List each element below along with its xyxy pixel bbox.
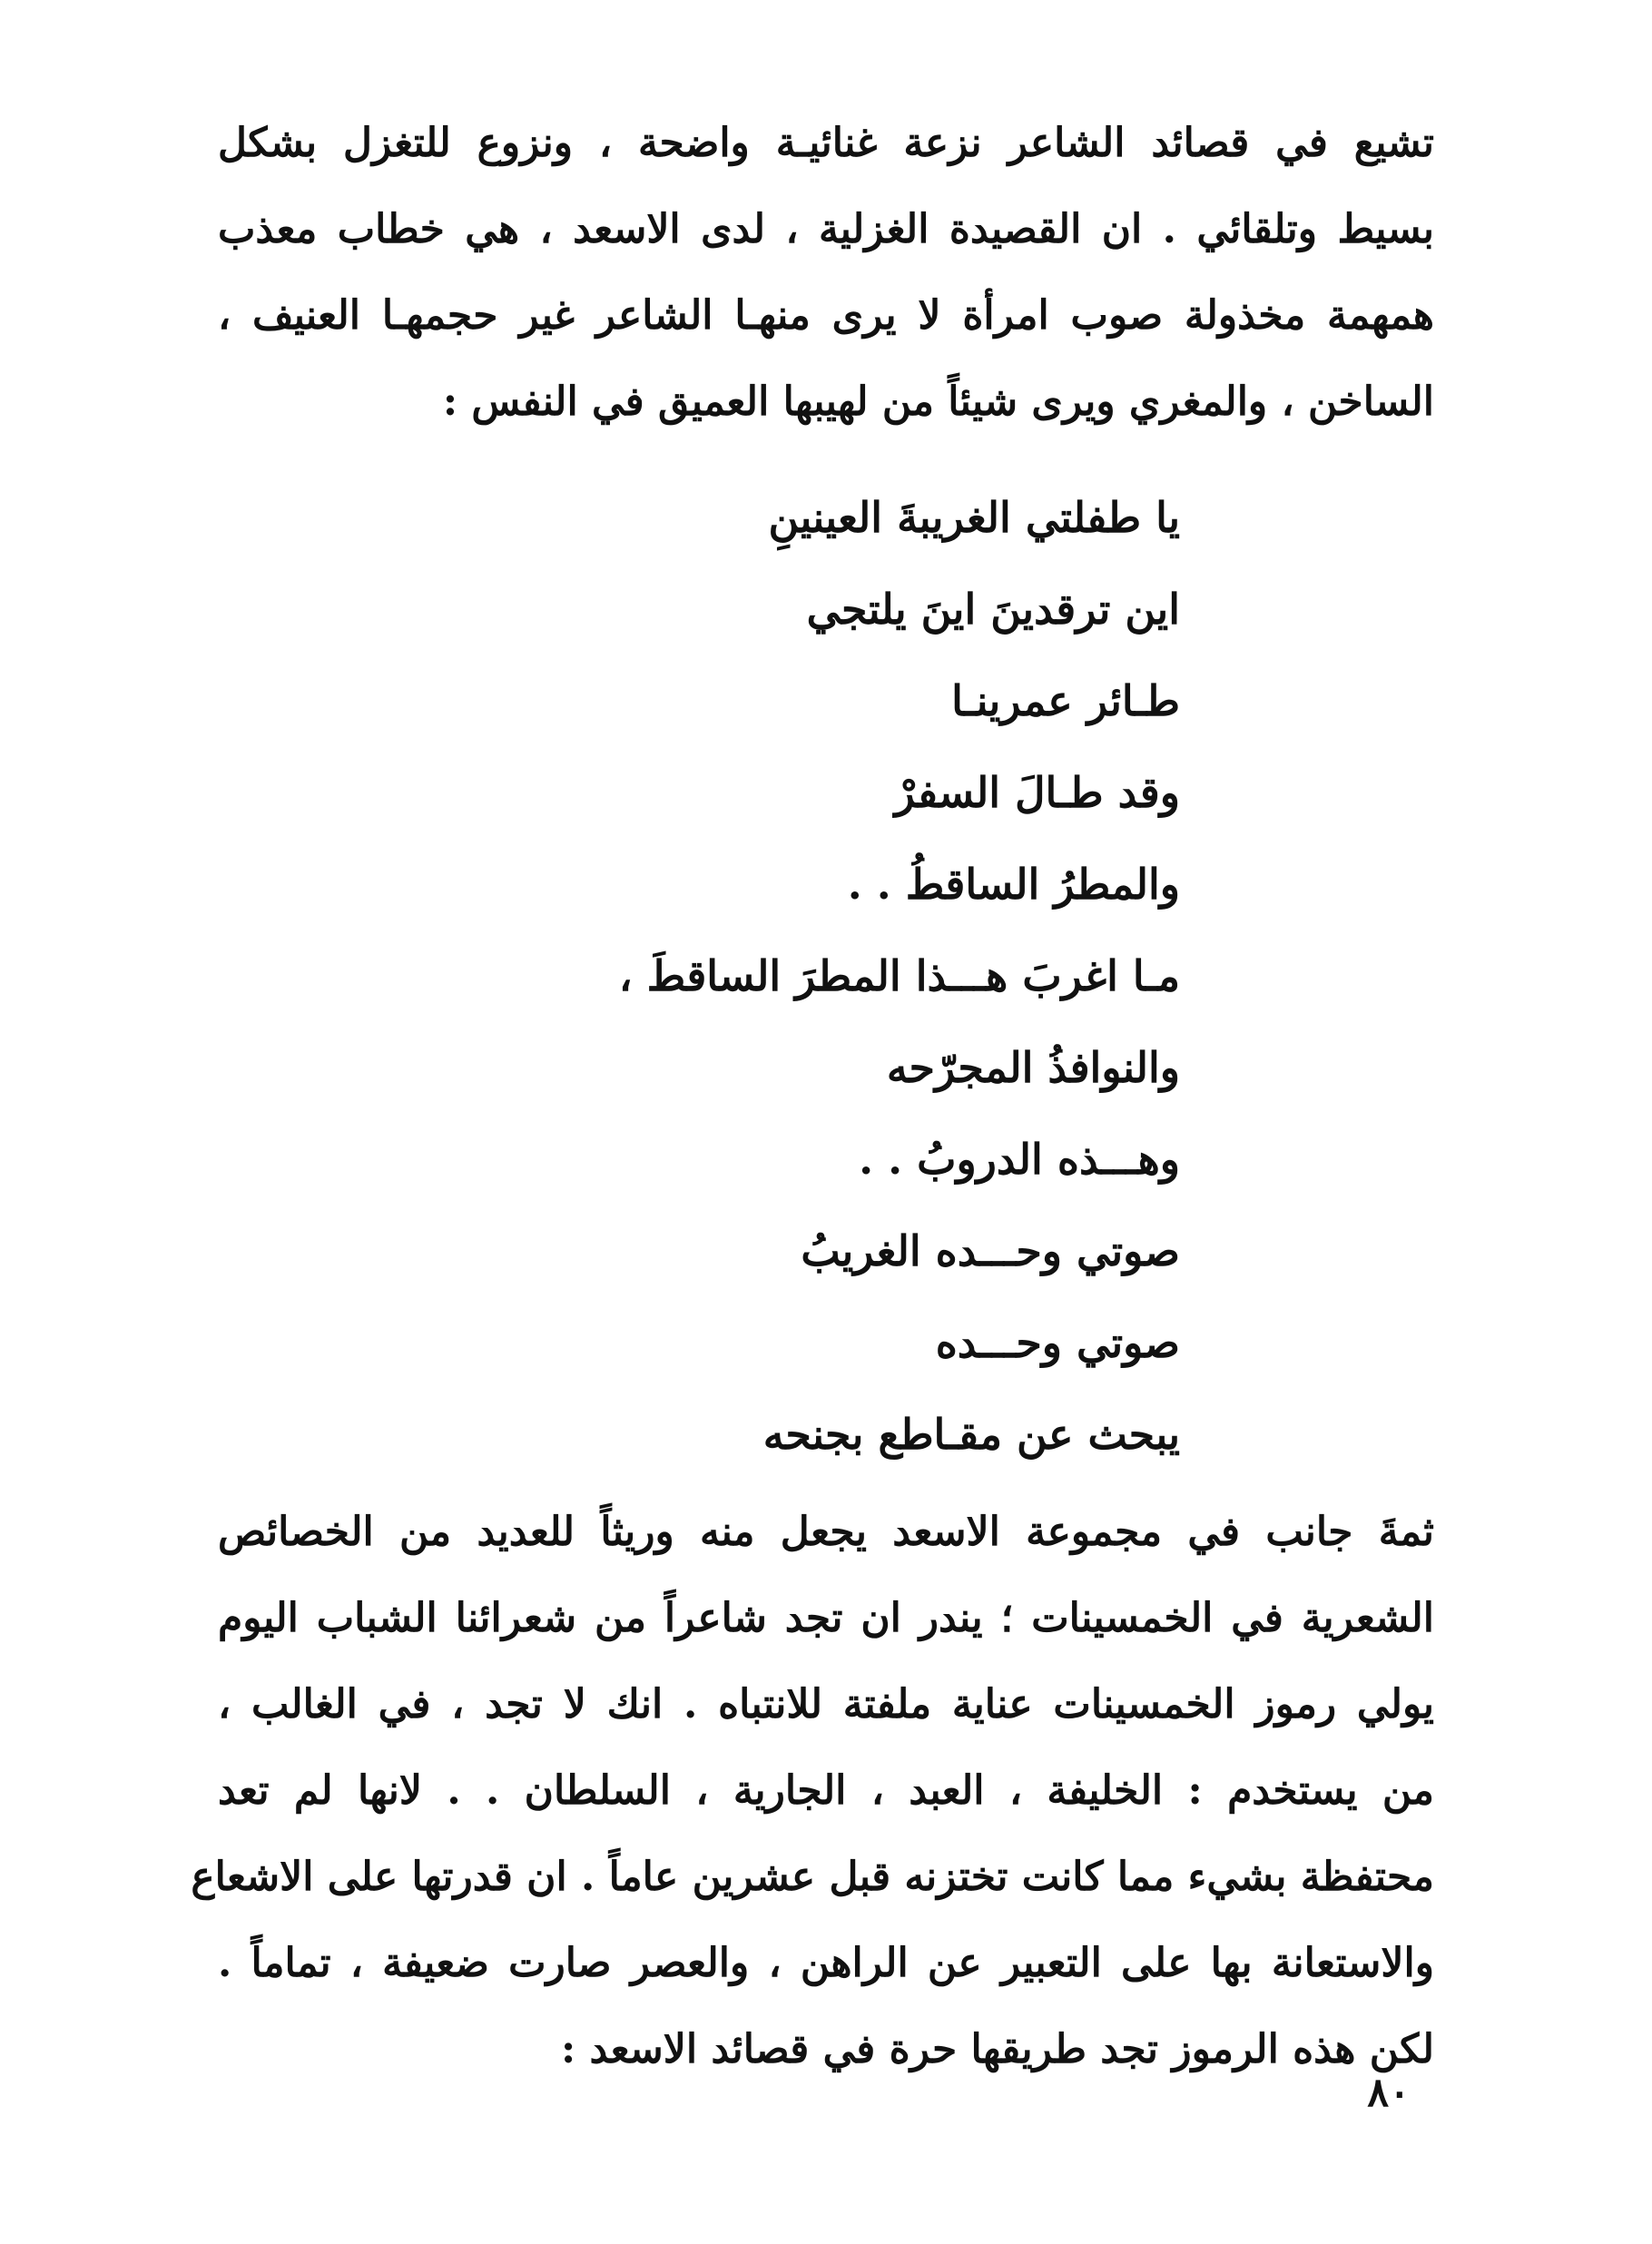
text-line: يولي رموز الخمسينات عناية ملفتة للانتباه . انك لا تجد ، في الغالب ، — [218, 1681, 1434, 1727]
poem-line: وقد طـالَ السفرْ — [894, 768, 1180, 817]
text-line: والاستعانة بها على التعبير عن الراهن ، والعصر صارت ضعيفة ، تماماً . — [218, 1940, 1434, 1986]
poem-line: يا طفلتي الغريبةَ العينينِ — [768, 493, 1180, 542]
poem-line: صوتي وحـــده — [935, 1318, 1180, 1367]
text-line: تشيع في قصائد الشاعر نزعة غنائيـة واضحة ، ونزوع للتغزل بشكل — [218, 120, 1434, 166]
paragraph-intro — [218, 100, 1434, 445]
paragraph-analysis — [191, 1489, 1434, 2092]
text-line: لكن هذه الرموز تجد طريقها حرة في قصائد الاسعد : — [560, 2026, 1434, 2072]
text-line: الساخن ، والمغري ويرى شيئاً من لهيبها العميق في النفس : — [442, 379, 1434, 425]
text-line: بسيط وتلقائي . ان القصيدة الغزلية ، لدى الاسعد ، هي خطاب معذب — [218, 206, 1434, 252]
poem-line: يبحث عن مقـاطع بجنحه — [762, 1410, 1180, 1459]
poem-line: وهـــذه الدروبُ . . — [859, 1135, 1180, 1184]
poem-excerpt — [619, 472, 1180, 1481]
page-number: ٨٠ — [1367, 2070, 1411, 2116]
poem-line: مـا اغربَ هـــذا المطرَ الساقطَ ، — [618, 951, 1180, 1000]
poem-line: صوتي وحـــده الغريبُ — [801, 1226, 1180, 1275]
poem-line: اين ترقدينَ اينَ يلتجي — [806, 585, 1180, 634]
text-line: من يستخدم : الخليفة ، العبد ، الجارية ، السلطان . . لانها لم تعد — [218, 1767, 1434, 1814]
text-line: ثمةَ جانب في مجموعة الاسعد يجعل منه وريثاً للعديد من الخصائص — [218, 1509, 1434, 1555]
poem-line: طـائر عمرينـا — [951, 676, 1180, 725]
text-line: محتفظة بشيء مما كانت تختزنه قبل عشرين عاماً . ان قدرتها على الاشعاع — [191, 1854, 1434, 1900]
poem-line: والمطرُ الساقطُ . . — [847, 860, 1180, 909]
text-line: همهمة مخذولة صوب امرأة لا يرى منهـا الشاعر غير حجمهـا العنيف ، — [218, 292, 1434, 339]
text-line: الشعرية في الخمسينات ؛ يندر ان تجد شاعراً من شعرائنا الشباب اليوم — [218, 1595, 1434, 1641]
poem-line: والنوافذُ المجرّحه — [886, 1043, 1180, 1092]
